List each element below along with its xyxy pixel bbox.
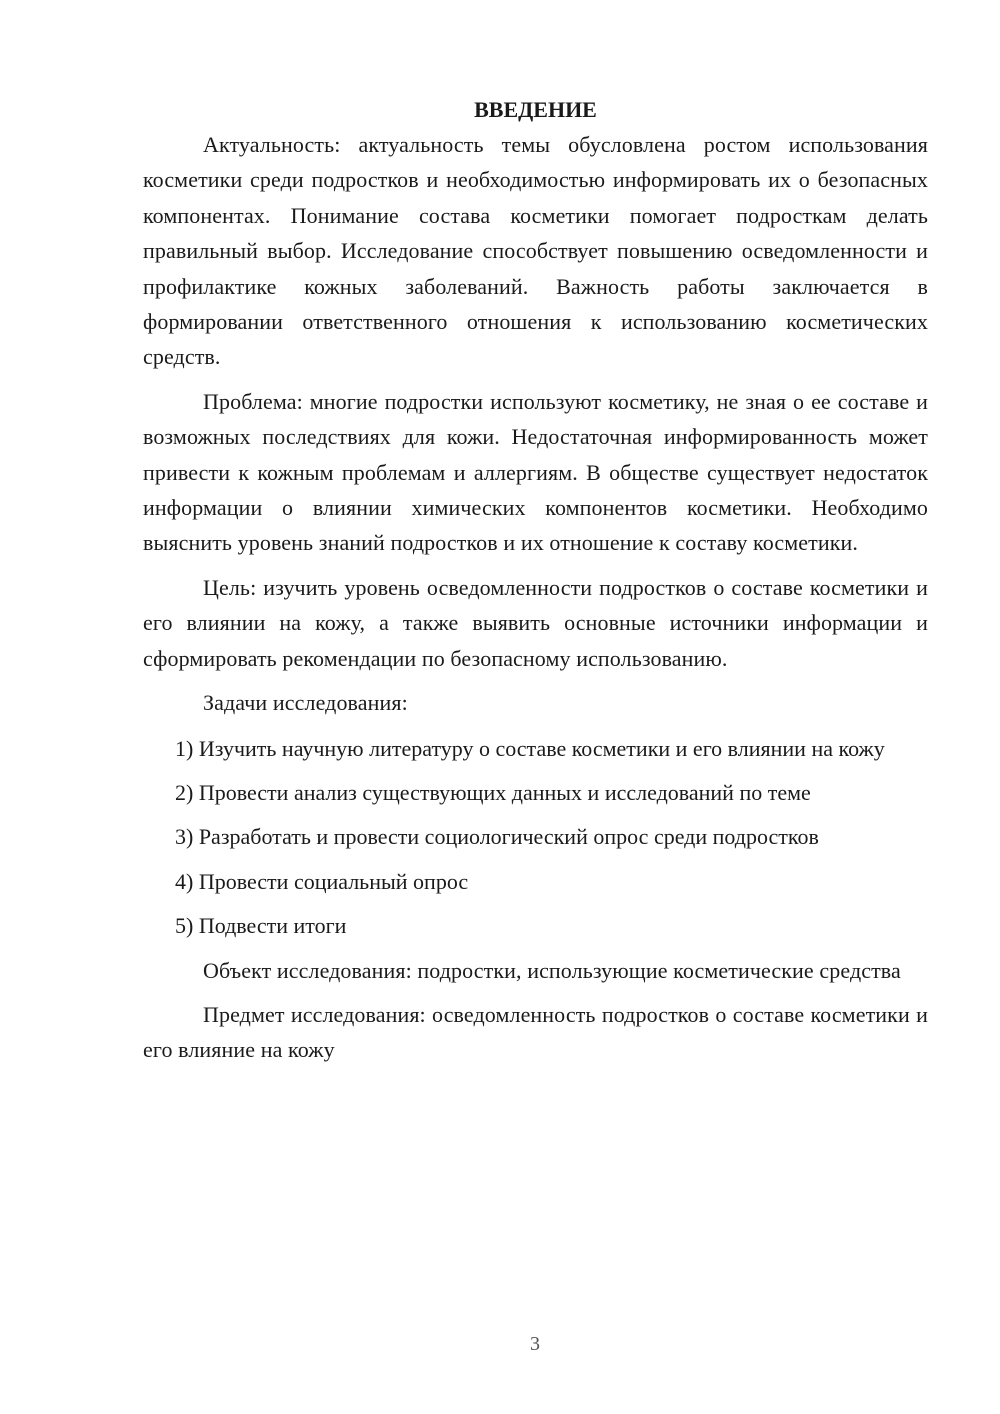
task-item-3: 3) Разработать и провести социологический опрос среди подростков	[175, 824, 819, 850]
task-item-2: 2) Провести анализ существующих данных и исследований по теме	[175, 779, 811, 805]
task-item-5: 5) Подвести итоги	[175, 913, 347, 939]
tasks-heading: Задачи исследования:	[203, 690, 408, 716]
page-content	[143, 92, 928, 1077]
paragraph-goal: Цель: изучить уровень осведомленности подростков о составе косметики и его влиянии на кожу, а также выявить основные источники информации и сформировать рекомендации по безопасному использованию.	[143, 574, 928, 671]
task-item-4: 4) Провести социальный опрос	[175, 868, 469, 894]
paragraph-subject: Предмет исследования: осведомленность подростков о составе косметики и его влияние на кожу	[143, 1001, 928, 1063]
page-number: 3	[530, 1333, 540, 1355]
page-title: ВВЕДЕНИЕ	[474, 97, 597, 122]
paragraph-problem: Проблема: многие подростки используют косметику, не зная о ее составе и возможных последствиях для кожи. Недостаточная информированность может привести к кожным проблемам и аллергиям. В обществе существует недостаток информации о влиянии химических компонентов косметики. Необходимо выяснить уровень знаний подростков и их отношение к составу косметики.	[143, 388, 928, 556]
task-item-1: 1) Изучить научную литературу о составе косметики и его влиянии на кожу	[175, 735, 885, 761]
paragraph-relevance: Актуальность: актуальность темы обусловлена ростом использования косметики среди подростков и необходимостью информировать их о безопасных компонентах. Понимание состава косметики помогает подросткам делать правильный выбор. Исследование способствует повышению осведомленности и профилактике кожных заболеваний. Важность работы заключается в формировании ответственного отношения к использованию косметических средств.	[143, 132, 928, 370]
paragraph-object: Объект исследования: подростки, использующие косметические средства	[203, 957, 901, 983]
